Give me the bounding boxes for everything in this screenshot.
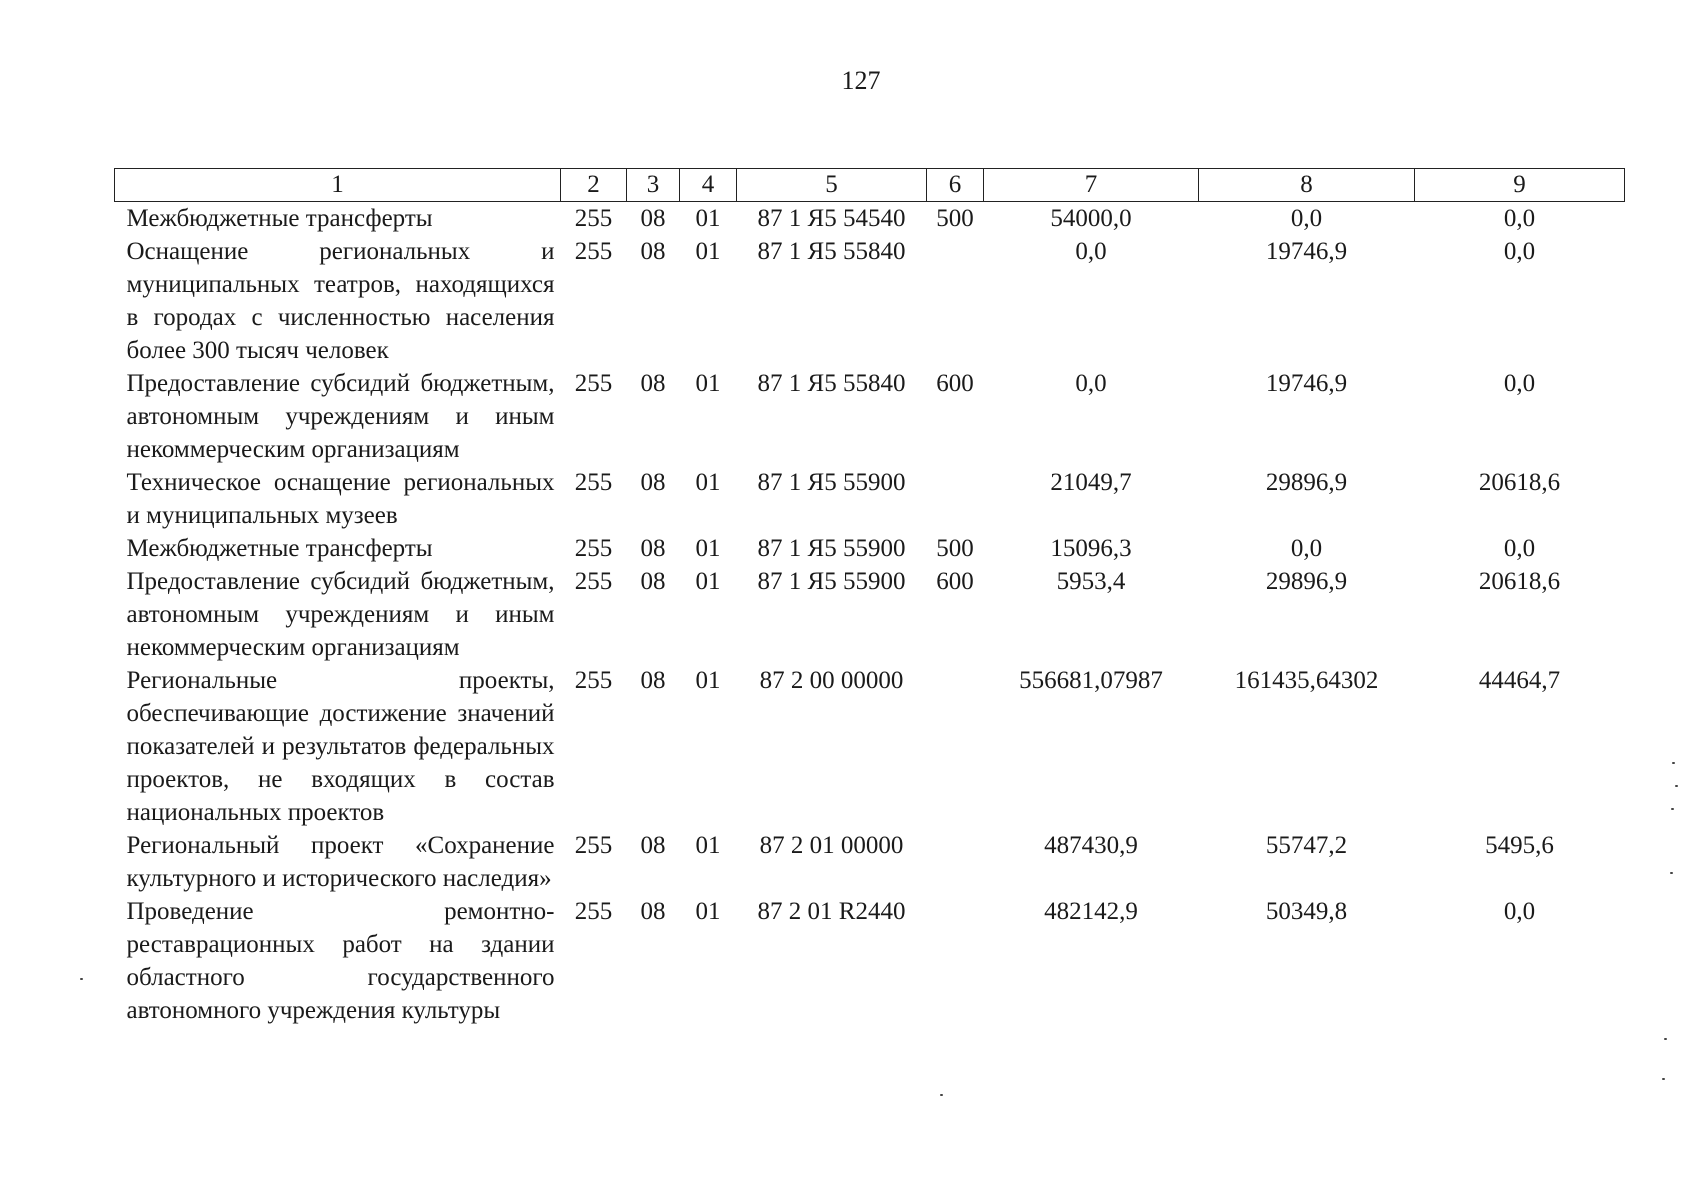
row-col-5: 87 2 00 00000 [759, 667, 904, 694]
row-col-9: 20618,6 [1478, 568, 1561, 595]
row-col-8: 0,0 [1290, 205, 1323, 232]
table-row [115, 664, 1625, 829]
row-col-4: 01 [695, 238, 721, 265]
row-col-5: 87 1 Я5 55900 [757, 568, 906, 595]
row-name: Региональный проект «Сохранение культурного и исторического наследия» [126, 832, 555, 892]
row-col-8: 55747,2 [1265, 832, 1348, 859]
row-col-3: 08 [640, 667, 666, 694]
row-col-7: 487430,9 [1044, 832, 1138, 859]
row-col-8: 29896,9 [1265, 469, 1348, 496]
row-col-5: 87 2 01 R2440 [757, 898, 906, 925]
row-col-5: 87 1 Я5 55840 [757, 370, 906, 397]
row-name: Оснащение региональных и муниципальных театров, находящихся в городах с численностью населения более 300 тысяч человек [126, 238, 555, 364]
row-col-4: 01 [695, 205, 721, 232]
row-name: Предоставление субсидий бюджетным, автономным учреждениям и иным некоммерческим организациям [126, 568, 555, 661]
row-col-9: 0,0 [1503, 370, 1536, 397]
header-col-9: 9 [1415, 169, 1625, 202]
row-col-3: 08 [640, 370, 666, 397]
scan-speck [80, 978, 83, 980]
row-name: Предоставление субсидий бюджетным, автономным учреждениям и иным некоммерческим организациям [126, 370, 555, 463]
header-col-2: 2 [561, 169, 627, 202]
row-col-3: 08 [640, 898, 666, 925]
header-col-5: 5 [737, 169, 927, 202]
row-col-4: 01 [695, 370, 721, 397]
row-col-9: 0,0 [1503, 898, 1536, 925]
scan-speck [1664, 1038, 1667, 1040]
row-name: Межбюджетные трансферты [126, 535, 433, 562]
scan-speck [940, 1094, 943, 1096]
row-col-6 [927, 466, 984, 532]
row-col-6 [927, 895, 984, 1027]
row-col-4: 01 [695, 568, 721, 595]
table-row [115, 532, 1625, 565]
page-number: 127 [841, 66, 881, 95]
row-col-4: 01 [695, 535, 721, 562]
row-col-9: 5495,6 [1485, 832, 1554, 859]
table-row [115, 895, 1625, 1027]
row-col-6 [927, 235, 984, 367]
row-col-8: 29896,9 [1265, 568, 1348, 595]
row-col-7: 15096,3 [1050, 535, 1132, 562]
row-col-7: 54000,0 [1050, 205, 1132, 232]
row-col-6: 600 [936, 568, 974, 595]
row-col-5: 87 2 01 00000 [759, 832, 904, 859]
table-row [115, 466, 1625, 532]
row-col-9: 0,0 [1503, 535, 1536, 562]
row-col-9: 44464,7 [1478, 667, 1561, 694]
table-row [115, 367, 1625, 466]
scan-speck [1672, 762, 1675, 764]
table-row [115, 235, 1625, 367]
row-col-8: 19746,9 [1265, 238, 1348, 265]
row-col-6: 500 [936, 535, 974, 562]
row-name: Проведение ремонтно-реставрационных работ на здании областного государственного автономного учреждения культуры [126, 898, 555, 1024]
header-col-7: 7 [984, 169, 1199, 202]
row-name: Техническое оснащение региональных и муниципальных музеев [126, 469, 555, 529]
row-col-3: 08 [640, 568, 666, 595]
row-col-6 [927, 829, 984, 895]
row-col-7: 556681,07987 [1019, 667, 1163, 694]
row-col-7: 5953,4 [1056, 568, 1126, 595]
row-col-5: 87 1 Я5 55900 [757, 469, 906, 496]
table-header-row [115, 169, 1625, 202]
row-col-8: 0,0 [1290, 535, 1323, 562]
table-row [115, 829, 1625, 895]
row-name: Региональные проекты, обеспечивающие достижение значений показателей и результатов федеральных проектов, не входящих в состав национальных проектов [126, 667, 555, 826]
row-col-4: 01 [695, 898, 721, 925]
row-col-7: 21049,7 [1050, 469, 1132, 496]
row-col-2: 255 [574, 898, 613, 925]
row-col-6: 500 [936, 205, 974, 232]
table-row [115, 202, 1625, 236]
row-col-3: 08 [640, 205, 666, 232]
row-col-4: 01 [695, 832, 721, 859]
row-col-3: 08 [640, 238, 666, 265]
row-col-9: 20618,6 [1478, 469, 1561, 496]
row-col-8: 50349,8 [1265, 898, 1348, 925]
row-col-5: 87 1 Я5 55840 [757, 238, 906, 265]
header-col-6: 6 [927, 169, 984, 202]
scan-speck [1675, 785, 1678, 787]
row-col-9: 0,0 [1503, 205, 1536, 232]
row-col-8: 19746,9 [1265, 370, 1348, 397]
header-col-4: 4 [680, 169, 737, 202]
scan-speck [1670, 872, 1673, 874]
row-col-9: 0,0 [1503, 238, 1536, 265]
scan-speck [1662, 1078, 1665, 1080]
row-col-3: 08 [640, 469, 666, 496]
header-col-8: 8 [1199, 169, 1415, 202]
scan-speck [1671, 808, 1674, 810]
row-col-5: 87 1 Я5 55900 [757, 535, 906, 562]
row-col-8: 161435,64302 [1234, 667, 1379, 694]
row-col-7: 0,0 [1075, 238, 1107, 265]
row-col-3: 08 [640, 832, 666, 859]
row-col-6 [927, 664, 984, 829]
row-col-2: 255 [574, 568, 613, 595]
row-col-2: 255 [574, 370, 613, 397]
row-col-4: 01 [695, 469, 721, 496]
row-col-2: 255 [574, 469, 613, 496]
row-col-2: 255 [574, 238, 613, 265]
row-col-6: 600 [936, 370, 974, 397]
table-row [115, 565, 1625, 664]
row-col-7: 0,0 [1075, 370, 1107, 397]
row-col-4: 01 [695, 667, 721, 694]
row-col-3: 08 [640, 535, 666, 562]
header-col-1: 1 [115, 169, 561, 202]
row-name: Межбюджетные трансферты [126, 205, 433, 232]
row-col-2: 255 [574, 667, 613, 694]
header-col-3: 3 [627, 169, 680, 202]
row-col-2: 255 [574, 205, 613, 232]
row-col-7: 482142,9 [1044, 898, 1138, 925]
row-col-2: 255 [574, 535, 613, 562]
row-col-2: 255 [574, 832, 613, 859]
row-col-5: 87 1 Я5 54540 [757, 205, 906, 232]
budget-table [114, 168, 1625, 1027]
